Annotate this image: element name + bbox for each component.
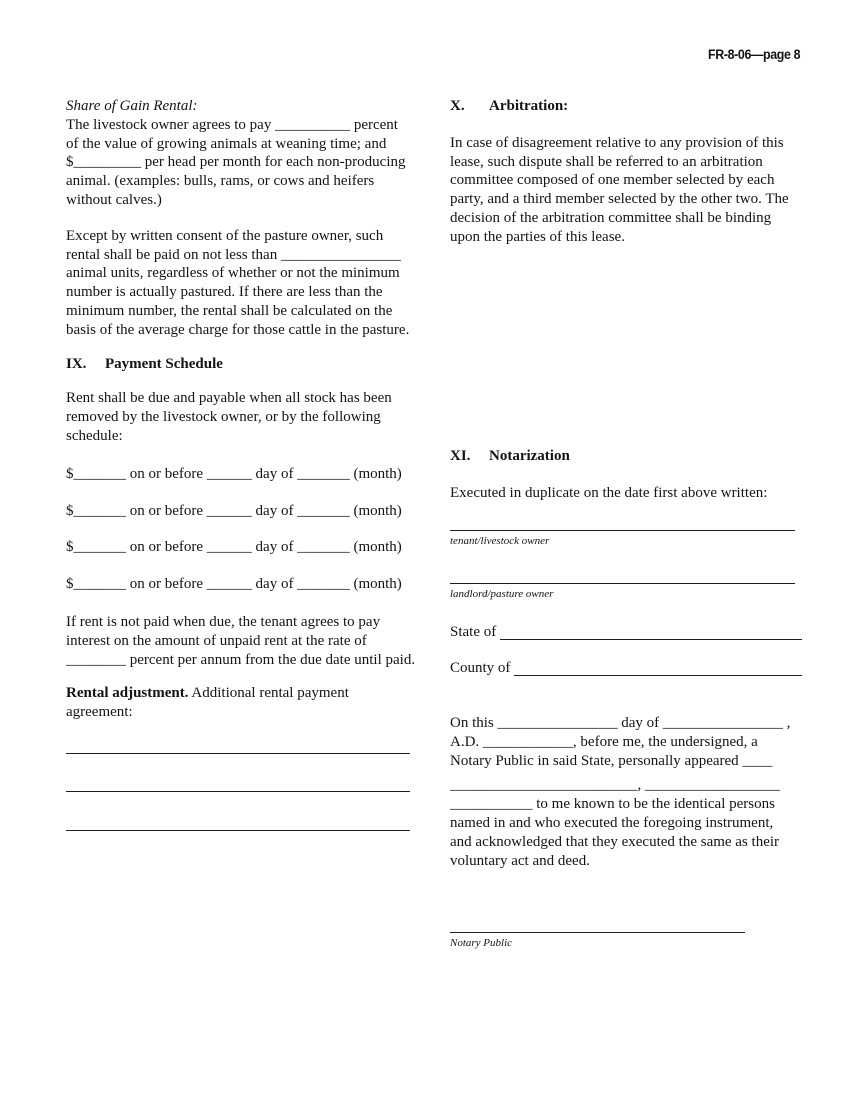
landlord-signature-block bbox=[450, 583, 802, 601]
text-line: ___________ to me known to be the identical persons bbox=[450, 796, 775, 813]
text-line: $_________ per head per month for each non-producing bbox=[66, 154, 406, 171]
written-consent-paragraph bbox=[66, 227, 418, 340]
signature-rule bbox=[450, 583, 795, 584]
section-heading-notarization bbox=[450, 447, 802, 466]
text-line: and acknowledged that they executed the same as their bbox=[450, 834, 780, 851]
text-line: ________ percent per annum from the due date until paid. bbox=[66, 651, 416, 668]
text-line: without calves.) bbox=[66, 191, 162, 208]
state-label: State of bbox=[450, 624, 497, 641]
text-line bbox=[66, 684, 418, 703]
section-number: XI. bbox=[450, 447, 471, 464]
section-title: Notarization bbox=[489, 447, 570, 464]
section-number: IX. bbox=[66, 355, 87, 372]
text-line: basis of the average charge for those cattle in the pasture. bbox=[66, 321, 410, 338]
state-field-row bbox=[450, 623, 802, 642]
share-of-gain-paragraph bbox=[66, 116, 418, 210]
text-line: _________________________, __________________ bbox=[450, 777, 780, 794]
payment-intro-paragraph bbox=[66, 389, 418, 445]
right-column bbox=[450, 97, 802, 950]
blank-write-line bbox=[66, 722, 410, 754]
blank-write-line bbox=[66, 754, 410, 793]
executed-line: Executed in duplicate on the date first above written: bbox=[450, 485, 768, 502]
signature-rule bbox=[450, 530, 795, 531]
section-title: Arbitration: bbox=[489, 98, 569, 114]
payment-blank-line: $_______ on or before ______ day of _______ (month) bbox=[66, 539, 402, 556]
rental-adjustment-text: Additional rental payment bbox=[188, 685, 349, 702]
signature-label: tenant/livestock owner bbox=[450, 535, 550, 548]
text-line: decision of the arbitration committee shall be binding bbox=[450, 209, 772, 226]
text-line: lease, such dispute shall be referred to an arbitration bbox=[450, 153, 763, 170]
text-line: If rent is not paid when due, the tenant agrees to pay bbox=[66, 613, 381, 630]
text-line: voluntary act and deed. bbox=[450, 853, 590, 870]
section-heading-payment-schedule bbox=[66, 355, 418, 374]
text-line: animal. (examples: bulls, rams, or cows and heifers bbox=[66, 173, 375, 190]
text-line: upon the parties of this lease. bbox=[450, 228, 625, 245]
text-line: Except by written consent of the pasture owner, such bbox=[66, 227, 384, 244]
signature-label: Notary Public bbox=[450, 937, 513, 950]
text-line: agreement: bbox=[66, 704, 133, 721]
section-title: Payment Schedule bbox=[105, 355, 223, 372]
text-line: Rent shall be due and payable when all stock has been bbox=[66, 390, 392, 407]
text-line: schedule: bbox=[66, 427, 123, 444]
payment-blank-line: $_______ on or before ______ day of _______ (month) bbox=[66, 502, 402, 519]
payment-blank-line: $_______ on or before ______ day of _______ (month) bbox=[66, 576, 402, 593]
left-column bbox=[66, 97, 418, 831]
rental-adjustment-write-in-area bbox=[66, 722, 418, 831]
interest-paragraph bbox=[66, 613, 418, 669]
county-blank-line bbox=[514, 675, 802, 676]
blank-write-line bbox=[66, 792, 410, 831]
text-line: party, and a third member selected by the other two. The bbox=[450, 191, 789, 208]
tenant-signature-block bbox=[450, 530, 802, 548]
text-line: rental shall be paid on not less than ________________ bbox=[66, 246, 401, 263]
notary-signature-block bbox=[450, 932, 802, 950]
state-blank-line bbox=[500, 639, 802, 640]
text-line: A.D. ____________, before me, the undersigned, a bbox=[450, 734, 758, 751]
arbitration-paragraph bbox=[450, 134, 802, 247]
text-line: removed by the livestock owner, or by the following bbox=[66, 409, 381, 426]
text-line: of the value of growing animals at weaning time; and bbox=[66, 135, 387, 152]
acknowledgment-paragraph bbox=[450, 714, 802, 871]
county-field-row bbox=[450, 659, 802, 678]
share-of-gain-title: Share of Gain Rental: bbox=[66, 98, 198, 114]
page-reference: FR-8-06—page 8 bbox=[707, 47, 800, 62]
county-label: County of bbox=[450, 660, 511, 677]
signature-label: landlord/pasture owner bbox=[450, 588, 554, 601]
text-line: number is actually pastured. If there are less than the bbox=[66, 284, 383, 301]
text-line: On this ________________ day of ________________ , bbox=[450, 715, 791, 732]
section-heading-arbitration bbox=[450, 97, 802, 116]
text-line: Notary Public in said State, personally appeared ____ bbox=[450, 753, 773, 770]
text-line: committee composed of one member selected by each bbox=[450, 172, 775, 189]
payment-schedule-lines bbox=[66, 465, 418, 594]
rental-adjustment-paragraph bbox=[66, 684, 418, 722]
text-line: animal units, regardless of whether or not the minimum bbox=[66, 265, 400, 282]
text-line: minimum number, the rental shall be calculated on the bbox=[66, 302, 393, 319]
section-number: X. bbox=[450, 98, 465, 114]
signature-rule bbox=[450, 932, 745, 933]
text-line: interest on the amount of unpaid rent at the rate of bbox=[66, 632, 367, 649]
text-line: named in and who executed the foregoing instrument, bbox=[450, 815, 774, 832]
payment-blank-line: $_______ on or before ______ day of _______ (month) bbox=[66, 465, 402, 482]
text-line: The livestock owner agrees to pay __________ percent bbox=[66, 116, 398, 133]
text-line: In case of disagreement relative to any provision of this bbox=[450, 134, 784, 151]
rental-adjustment-label: Rental adjustment. bbox=[66, 685, 189, 702]
